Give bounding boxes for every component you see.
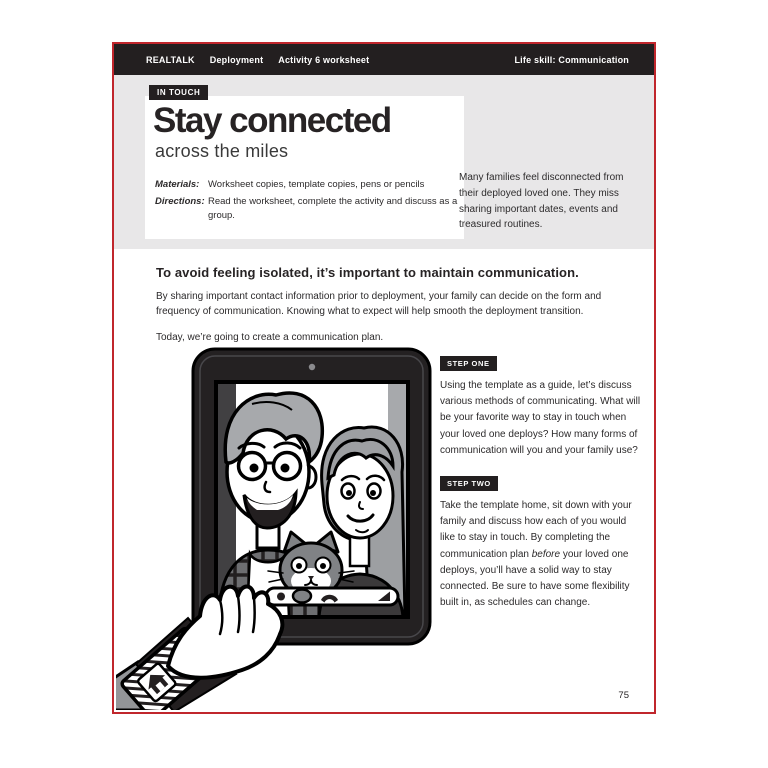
record-dot-icon xyxy=(277,593,285,601)
brand-label: REALTALK xyxy=(146,54,195,65)
step-two-text xyxy=(440,498,641,611)
materials-row xyxy=(155,178,460,192)
step-two-text-em: before xyxy=(531,548,561,560)
step-two-text-post: your loved one deploys, you’ll have a solid way to stay connected. Be sure to have some flexibility built in, as schedules can change. xyxy=(440,548,630,609)
in-touch-badge: IN TOUCH xyxy=(149,85,208,100)
body-paragraph-2: Today, we’re going to create a communication plan. xyxy=(156,332,384,343)
hero-band xyxy=(114,75,654,249)
hand-shape xyxy=(168,586,282,677)
header-left-group xyxy=(146,55,369,65)
page-subtitle: across the miles xyxy=(155,141,289,161)
tablet-illustration xyxy=(116,344,450,712)
steps-column xyxy=(440,353,641,625)
illustration-svg xyxy=(116,344,450,710)
step-one-text: Using the template as a guide, let’s discuss various methods of communicating. What will be your favorite way to stay in touch when your loved one deploys? How many forms of communication will you and your family use? xyxy=(440,380,641,456)
page-title: Stay connected xyxy=(153,101,391,140)
call-bar xyxy=(266,588,398,605)
section-label: Deployment xyxy=(209,54,264,65)
cat-paw xyxy=(293,590,311,603)
intro-note: Many families feel disconnected from their deployed loved one. They miss sharing important dates, events and treasured routines. xyxy=(459,172,624,231)
directions-label: Directions: xyxy=(155,196,205,207)
page-header xyxy=(114,44,654,75)
worksheet-page xyxy=(112,42,656,714)
step-two-text-pre: Take the template home, sit down with your family and discuss how each of you would like to stay in touch. By completing the communication plan xyxy=(440,499,632,560)
body-paragraph-1: By sharing important contact information prior to deployment, your family can decide on the form and frequency of communication. Knowing what to expect will help smooth the deployment transition. xyxy=(156,291,602,317)
materials-label: Materials: xyxy=(155,179,200,190)
subsection-label: Activity 6 worksheet xyxy=(278,54,370,65)
materials-value: Worksheet copies, template copies, pens or pencils xyxy=(208,179,425,190)
hero-title-box xyxy=(145,88,464,239)
lead-heading: To avoid feeling isolated, it’s important to maintain communication. xyxy=(156,265,579,280)
camera-dot-icon xyxy=(309,364,315,370)
life-skill-label: Life skill: Communication xyxy=(514,54,629,65)
step-two-badge: STEP TWO xyxy=(440,476,498,491)
directions-value: Read the worksheet, complete the activity and discuss as a group. xyxy=(208,196,458,221)
step-one-badge: STEP ONE xyxy=(440,356,497,371)
directions-row xyxy=(155,195,460,223)
page-number: 75 xyxy=(618,690,629,701)
